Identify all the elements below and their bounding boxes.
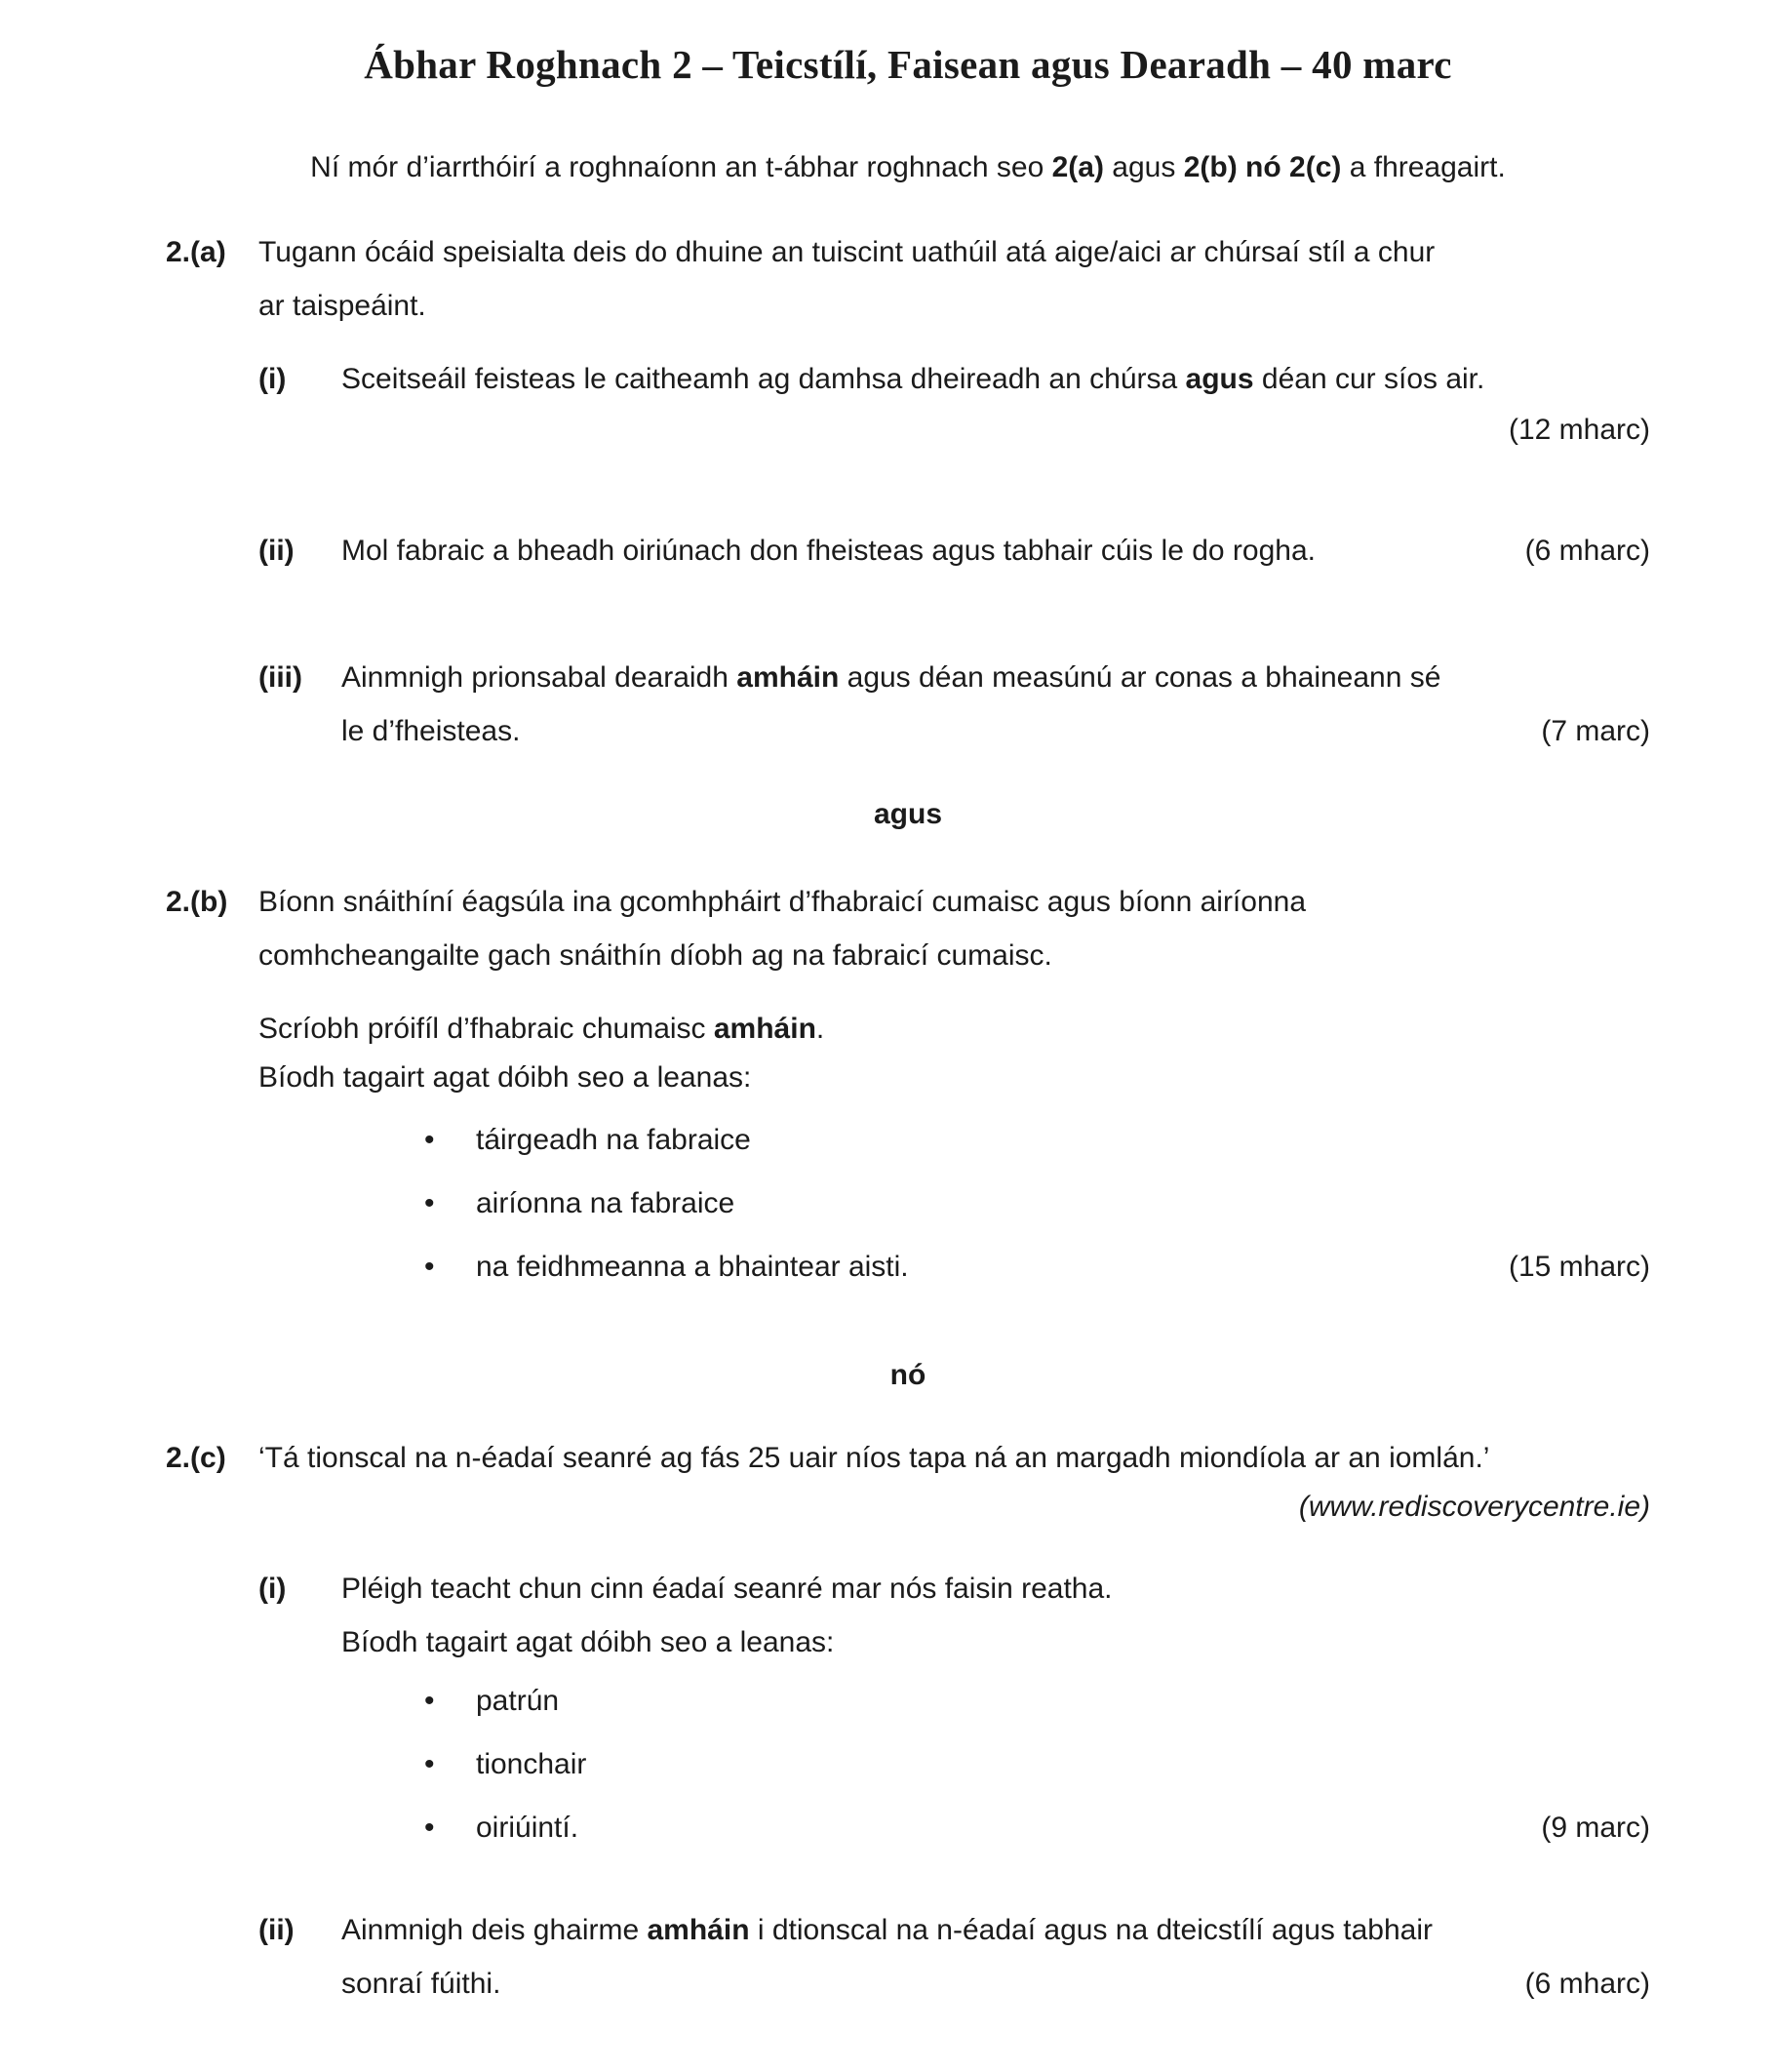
question-2b-refer xyxy=(0,1061,1773,1106)
bullet-text-2c-3: oiriúintí. xyxy=(476,1812,579,1844)
item-2a-iii-line1 xyxy=(0,661,1773,706)
item-2c-i-marks: (9 marc) xyxy=(1541,1812,1650,1844)
intro-text-post: a fhreagairt. xyxy=(1341,151,1506,183)
question-2b-line1 xyxy=(0,886,1773,931)
bullet-text-2c-2: tionchair xyxy=(476,1748,587,1780)
bullet-icon: • xyxy=(424,1187,435,1219)
item-2a-ii-marks: (6 mharc) xyxy=(1524,535,1650,567)
bullet-item-2c-1 xyxy=(0,1685,1773,1730)
question-2a-line2 xyxy=(0,290,1773,335)
item-2a-i-post: déan cur síos air. xyxy=(1253,363,1485,395)
question-2a-label: 2.(a) xyxy=(166,236,226,268)
question-2b-text-line2: comhcheangailte gach snáithín díobh ag na fabraicí cumaisc. xyxy=(258,939,1052,972)
bullet-text-2b-3: na feidhmeanna a bhaintear aisti. xyxy=(476,1251,909,1283)
question-2b-line2 xyxy=(0,939,1773,984)
question-2b-refer-text: Bíodh tagairt agat dóibh seo a leanas: xyxy=(258,1061,752,1094)
bullet-icon: • xyxy=(424,1251,435,1283)
item-2c-i-line1 xyxy=(0,1573,1773,1617)
connector-no: nó xyxy=(889,1359,926,1391)
question-2b-profile xyxy=(0,1013,1773,1057)
question-2b-profile-post: . xyxy=(815,1013,825,1045)
question-2b-profile-text xyxy=(258,1013,824,1046)
item-2a-i-marks-row xyxy=(0,414,1773,458)
intro-bold-2a: 2(a) xyxy=(1051,151,1104,183)
intro-line xyxy=(0,151,1773,196)
item-2c-ii-line1 xyxy=(0,1914,1773,1959)
item-2c-ii-bold: amháin xyxy=(647,1914,750,1946)
item-2a-i-text xyxy=(341,363,1484,396)
item-2a-iii-marks: (7 marc) xyxy=(1541,715,1650,747)
page-title: Ábhar Roghnach 2 – Teicstílí, Faisean agus Dearadh – 40 marc xyxy=(364,42,1452,87)
item-2c-ii-label: (ii) xyxy=(258,1914,295,1946)
bullet-text-2b-1: táirgeadh na fabraice xyxy=(476,1124,751,1156)
item-2c-i-text-line1: Pléigh teacht chun cinn éadaí seanré mar nós faisin reatha. xyxy=(341,1573,1113,1605)
question-2b-label: 2.(b) xyxy=(166,886,228,918)
intro-text-mid: agus xyxy=(1103,151,1184,183)
item-2c-ii-post: i dtionscal na n-éadaí agus na dteicstílí agus tabhair xyxy=(749,1914,1433,1946)
bullet-item-2b-3 xyxy=(0,1251,1773,1295)
item-2a-ii-label: (ii) xyxy=(258,535,295,567)
question-2b-marks: (15 mharc) xyxy=(1508,1251,1650,1283)
item-2c-ii-text xyxy=(341,1914,1433,1947)
intro-text-pre: Ní mór d’iarrthóirí a roghnaíonn an t-ábhar roghnach seo xyxy=(310,151,1052,183)
item-2c-ii-line2 xyxy=(0,1968,1773,2012)
bullet-icon: • xyxy=(424,1812,435,1844)
question-2c-quote: ‘Tá tionscal na n-éadaí seanré ag fás 25 uair níos tapa ná an margadh miondíola ar an iomlán.’ xyxy=(258,1442,1490,1474)
item-2a-i-pre: Sceitseáil feisteas le caitheamh ag damhsa dheireadh an chúrsa xyxy=(341,363,1186,395)
bullet-text-2c-1: patrún xyxy=(476,1685,560,1717)
bullet-item-2c-2 xyxy=(0,1748,1773,1793)
item-2a-iii-text-line2: le d’fheisteas. xyxy=(341,715,521,747)
question-2b-profile-bold: amháin xyxy=(713,1013,816,1045)
question-2c-label: 2.(c) xyxy=(166,1442,226,1474)
question-2c-source: (www.rediscoverycentre.ie) xyxy=(1298,1491,1650,1523)
item-2a-iii-line2 xyxy=(0,715,1773,760)
question-2a-text-line2: ar taispeáint. xyxy=(258,290,426,322)
bullet-item-2c-3 xyxy=(0,1812,1773,1856)
item-2c-i-text-line2: Bíodh tagairt agat dóibh seo a leanas: xyxy=(341,1626,835,1658)
item-2a-iii-label: (iii) xyxy=(258,661,302,694)
item-2a-i-marks: (12 mharc) xyxy=(1508,414,1650,446)
bullet-icon: • xyxy=(424,1124,435,1156)
bullet-icon: • xyxy=(424,1685,435,1717)
item-2a-i-label: (i) xyxy=(258,363,287,395)
item-2a-iii-text xyxy=(341,661,1440,695)
item-2a-i xyxy=(0,363,1773,408)
item-2c-ii-marks: (6 mharc) xyxy=(1524,1968,1650,2000)
item-2a-iii-bold: amháin xyxy=(736,661,840,694)
item-2c-i-label: (i) xyxy=(258,1573,287,1605)
question-2b-text-line1: Bíonn snáithíní éagsúla ina gcomhpháirt d’fhabraicí cumaisc agus bíonn airíonna xyxy=(258,886,1307,918)
bullet-item-2b-2 xyxy=(0,1187,1773,1232)
item-2a-i-bold: agus xyxy=(1185,363,1254,395)
question-2a-text-line1: Tugann ócáid speisialta deis do dhuine an tuiscint uathúil atá aige/aici ar chúrsaí stíl a chur xyxy=(258,236,1436,268)
bullet-text-2b-2: airíonna na fabraice xyxy=(476,1187,735,1219)
item-2a-iii-pre: Ainmnigh prionsabal dearaidh xyxy=(341,661,737,694)
connector-agus: agus xyxy=(873,798,943,830)
question-2a-line1 xyxy=(0,236,1773,281)
question-2b-profile-pre: Scríobh próifíl d’fhabraic chumaisc xyxy=(258,1013,714,1045)
bullet-item-2b-1 xyxy=(0,1124,1773,1169)
item-2c-ii-pre: Ainmnigh deis ghairme xyxy=(341,1914,648,1946)
question-2c-source-row xyxy=(0,1491,1773,1535)
item-2c-i-line2 xyxy=(0,1626,1773,1671)
item-2a-ii xyxy=(0,535,1773,579)
question-2c-line1 xyxy=(0,1442,1773,1487)
item-2a-ii-text: Mol fabraic a bheadh oiriúnach don fheisteas agus tabhair cúis le do rogha. xyxy=(341,535,1316,567)
bullet-icon: • xyxy=(424,1748,435,1780)
intro-bold-2b-2c: 2(b) nó 2(c) xyxy=(1183,151,1342,183)
item-2a-iii-post: agus déan measúnú ar conas a bhaineann sé xyxy=(839,661,1441,694)
item-2c-ii-text-line2: sonraí fúithi. xyxy=(341,1968,501,2000)
